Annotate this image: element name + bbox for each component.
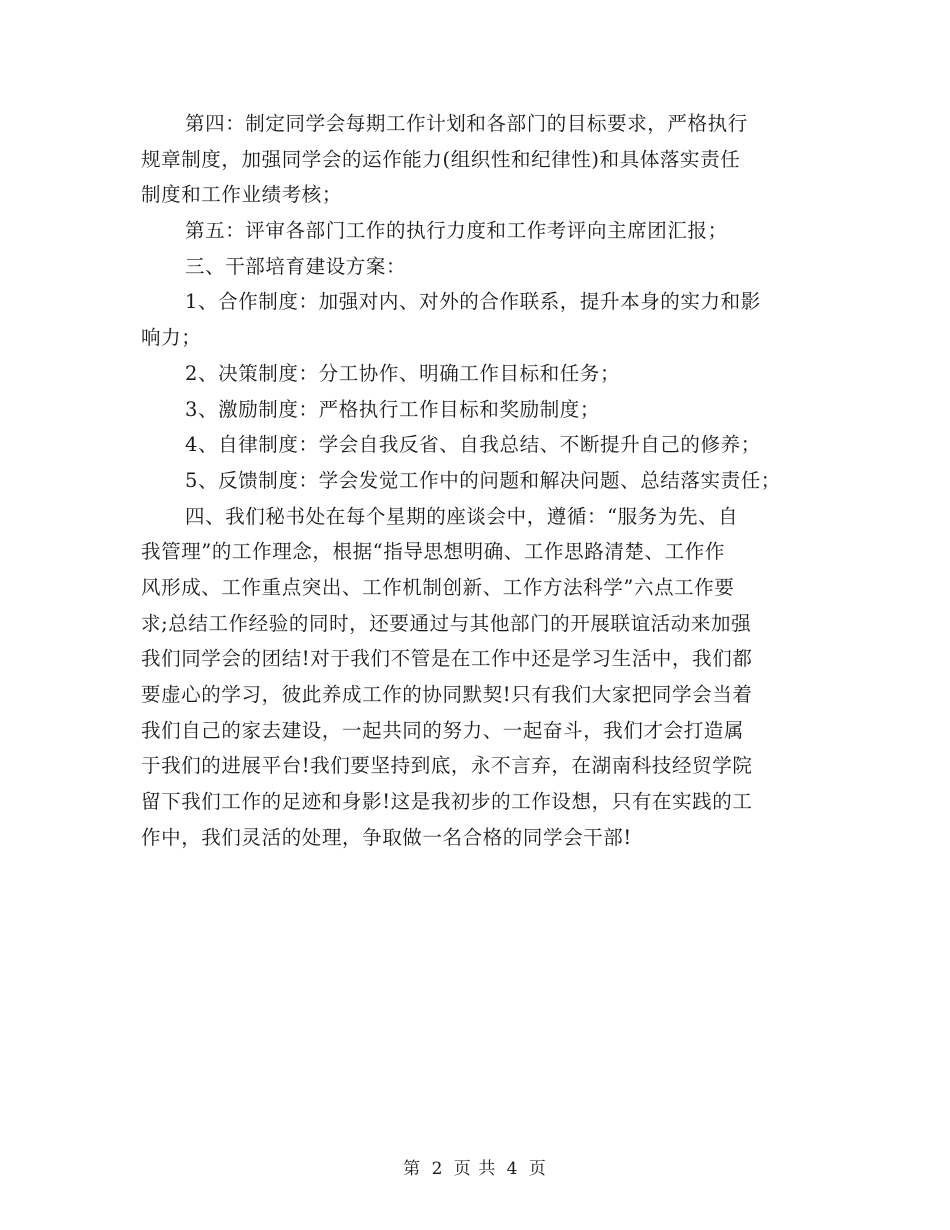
text-line: 规章制度，加强同学会的运作能力(组织性和纪律性)和具体落实责任: [141, 147, 741, 171]
footer-prefix: 第: [403, 1159, 422, 1179]
text-line: 风形成、工作重点突出、工作机制创新、工作方法科学”六点工作要: [141, 575, 735, 599]
footer-suffix: 页: [528, 1159, 547, 1179]
text-line: 第五：评审各部门工作的执行力度和工作考评向主席团汇报；: [185, 219, 728, 243]
text-line: 1、合作制度：加强对内、对外的合作联系，提升本身的实力和影: [185, 290, 761, 314]
text-line: 要虚心的学习，彼此养成工作的协同默契!只有我们大家把同学会当着: [141, 683, 753, 706]
footer-middle: 页 共: [453, 1159, 497, 1179]
text-line: 4、自律制度：学会自我反省、自我总结、不断提升自己的修养；: [185, 433, 761, 457]
text-line: 第四：制定同学会每期工作计划和各部门的目标要求，严格执行: [185, 112, 748, 135]
text-line: 响力；: [141, 326, 202, 350]
text-line: 三、干部培育建设方案：: [185, 254, 407, 278]
text-line: 于我们的进展平台!我们要坚持到底，永不言弃，在湖南科技经贸学院: [141, 754, 753, 778]
page-footer: [0, 1154, 950, 1179]
text-line: 作中，我们灵活的处理，争取做一名合格的同学会干部!: [141, 825, 632, 849]
text-line: 制度和工作业绩考核；: [141, 183, 343, 207]
text-line: 我管理”的工作理念，根据“指导思想明确、工作思路清楚、工作作: [141, 540, 725, 564]
total-pages-number: 4: [506, 1159, 519, 1179]
document-body: [141, 106, 821, 855]
text-line: 5、反馈制度：学会发觉工作中的问题和解决问题、总结落实责任；: [185, 468, 781, 492]
text-line: 留下我们工作的足迹和身影!这是我初步的工作设想，只有在实践的工: [141, 790, 753, 814]
text-line: 四、我们秘书处在每个星期的座谈会中，遵循：“服务为先、自: [185, 504, 739, 528]
text-line: 求;总结工作经验的同时，还要通过与其他部门的开展联谊活动来加强: [141, 611, 752, 635]
current-page-number: 2: [431, 1159, 444, 1179]
text-line: 我们自己的家去建设，一起共同的努力、一起奋斗，我们才会打造属: [141, 718, 745, 742]
text-line: 3、激励制度：严格执行工作目标和奖励制度；: [185, 397, 601, 421]
text-line: 2、决策制度：分工协作、明确工作目标和任务；: [185, 361, 621, 385]
text-line: 我们同学会的团结!对于我们不管是在工作中还是学习生活中，我们都: [141, 647, 753, 671]
